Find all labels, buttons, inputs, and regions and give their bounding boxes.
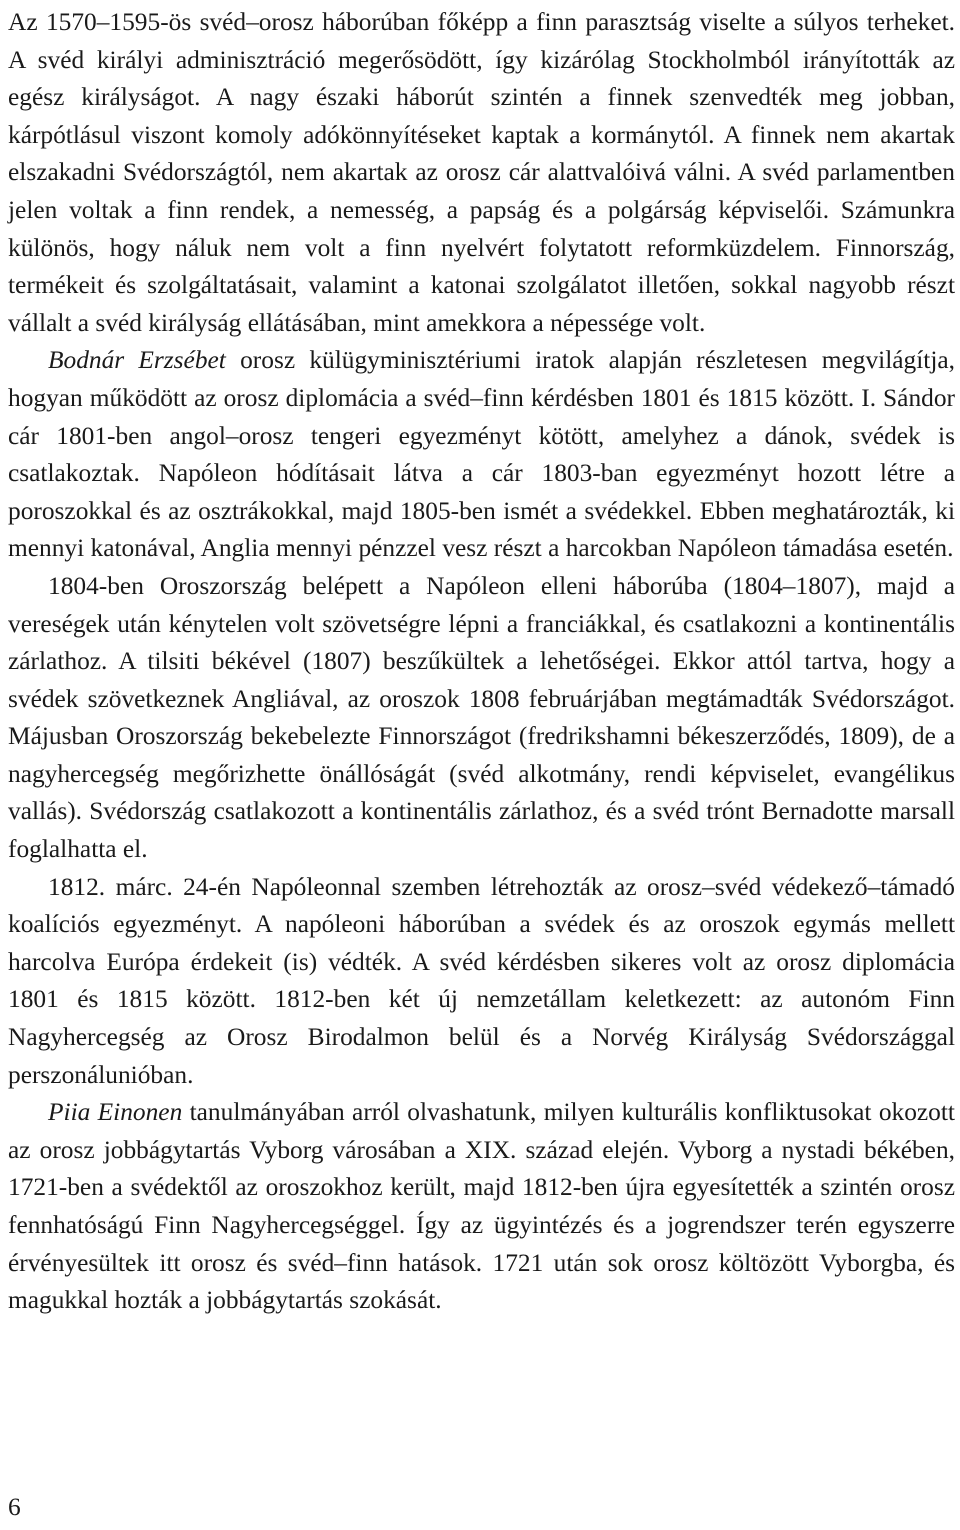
paragraph-2 xyxy=(8,342,955,568)
paragraph-4 xyxy=(8,869,955,1095)
paragraph-5 xyxy=(8,1094,955,1320)
author-name: Bodnár Erzsébet xyxy=(48,346,226,375)
paragraph-5-text: tanulmányában arról olvashatunk, milyen kulturális konfliktusokat okozott az orosz jobbágytartás Vyborg városában a XIX. század elején. Vyborg a nystadi békében, 1721-ben a svédektől az oroszokhoz került, majd 1812-ben újra egyesítették a szintén orosz fennhatóságú Finn Nagyhercegséggel. Így az ügyintézés és a jogrendszer terén egyszerre érvényesültek itt orosz és svéd–finn hatások. 1721 után sok orosz költözött Vyborgba, és magukkal hozták a jobbágytartás szokását. xyxy=(8,1098,955,1315)
paragraph-3-text: 1804-ben Oroszország belépett a Napóleon elleni háborúba (1804–1807), majd a vereségek után kénytelen volt szövetségre lépni a franciákkal, és csatlakozni a kontinentális zárlathoz. A tilsiti békével (1807) beszűkültek a lehetőségei. Ekkor attól tartva, hogy a svédek szövetkeznek Angliával, az oroszok 1808 februárjában megtámadták Svédországot. Májusban Oroszország bekebelezte Finnországot (fredrikshamni békeszerződés, 1809), de a nagyhercegség megőrizhette önállóságát (svéd alkotmány, rendi képviselet, evangélikus vallás). Svédország csatlakozott a kontinentális zárlathoz, és a svéd trónt Bernadotte marsall foglalhatta el. xyxy=(8,571,955,864)
paragraph-1 xyxy=(8,4,955,342)
document-body xyxy=(8,4,955,1320)
page-number: 6 xyxy=(8,1493,21,1521)
paragraph-2-text: orosz külügyminisztériumi iratok alapján részletesen megvilágítja, hogyan működött az orosz diplomácia a svéd–finn kérdésben 1801 és 1815 között. I. Sándor cár 1801-ben angol–orosz tengeri egyezményt kötött, amelyhez a dánok, svédek is csatlakoztak. Napóleon hódításait látva a cár 1803-ban egyezményt hozott létre a poroszokkal és az osztrákokkal, majd 1805-ben ismét a svédekkel. Ebben meghatározták, ki mennyi katonával, Anglia mennyi pénzzel vesz részt a harcokban Napóleon támadása esetén. xyxy=(8,346,955,563)
author-name: Piia Einonen xyxy=(48,1098,183,1127)
paragraph-1-text: Az 1570–1595-ös svéd–orosz háborúban főképp a finn parasztság viselte a súlyos terheket. A svéd királyi adminisztráció megerősödött, így kizárólag Stockholmból irányították az egész királyságot. A nagy északi háborút szintén a finnek szenvedték meg jobban, kárpótlásul viszont komoly adókönnyítéseket kaptak a kormánytól. A finnek nem akartak elszakadni Svédországtól, nem akartak az orosz cár alattvalóivá válni. A svéd parlamentben jelen voltak a finn rendek, a nemesség, a papság és a polgárság képviselői. Számunkra különös, hogy náluk nem volt a finn nyelvért folytatott reformküzdelem. Finnország, termékeit és szolgáltatásait, valamint a katonai szolgálatot illetően, sokkal nagyobb részt vállalt a svéd királyság ellátásában, mint amekkora a népessége volt. xyxy=(8,8,955,337)
paragraph-3 xyxy=(8,568,955,869)
paragraph-4-text: 1812. márc. 24-én Napóleonnal szemben létrehozták az orosz–svéd védekező–támadó koalíciós egyezményt. A napóleoni háborúban a svédek és az oroszok egymás mellett harcolva Európa érdekeit (is) védték. A svéd kérdésben sikeres volt az orosz diplomácia 1801 és 1815 között. 1812-ben két új nemzetállam keletkezett: az autonóm Finn Nagyhercegség az Orosz Birodalmon belül és a Norvég Királyság Svédországgal perszonálunióban. xyxy=(8,872,955,1089)
